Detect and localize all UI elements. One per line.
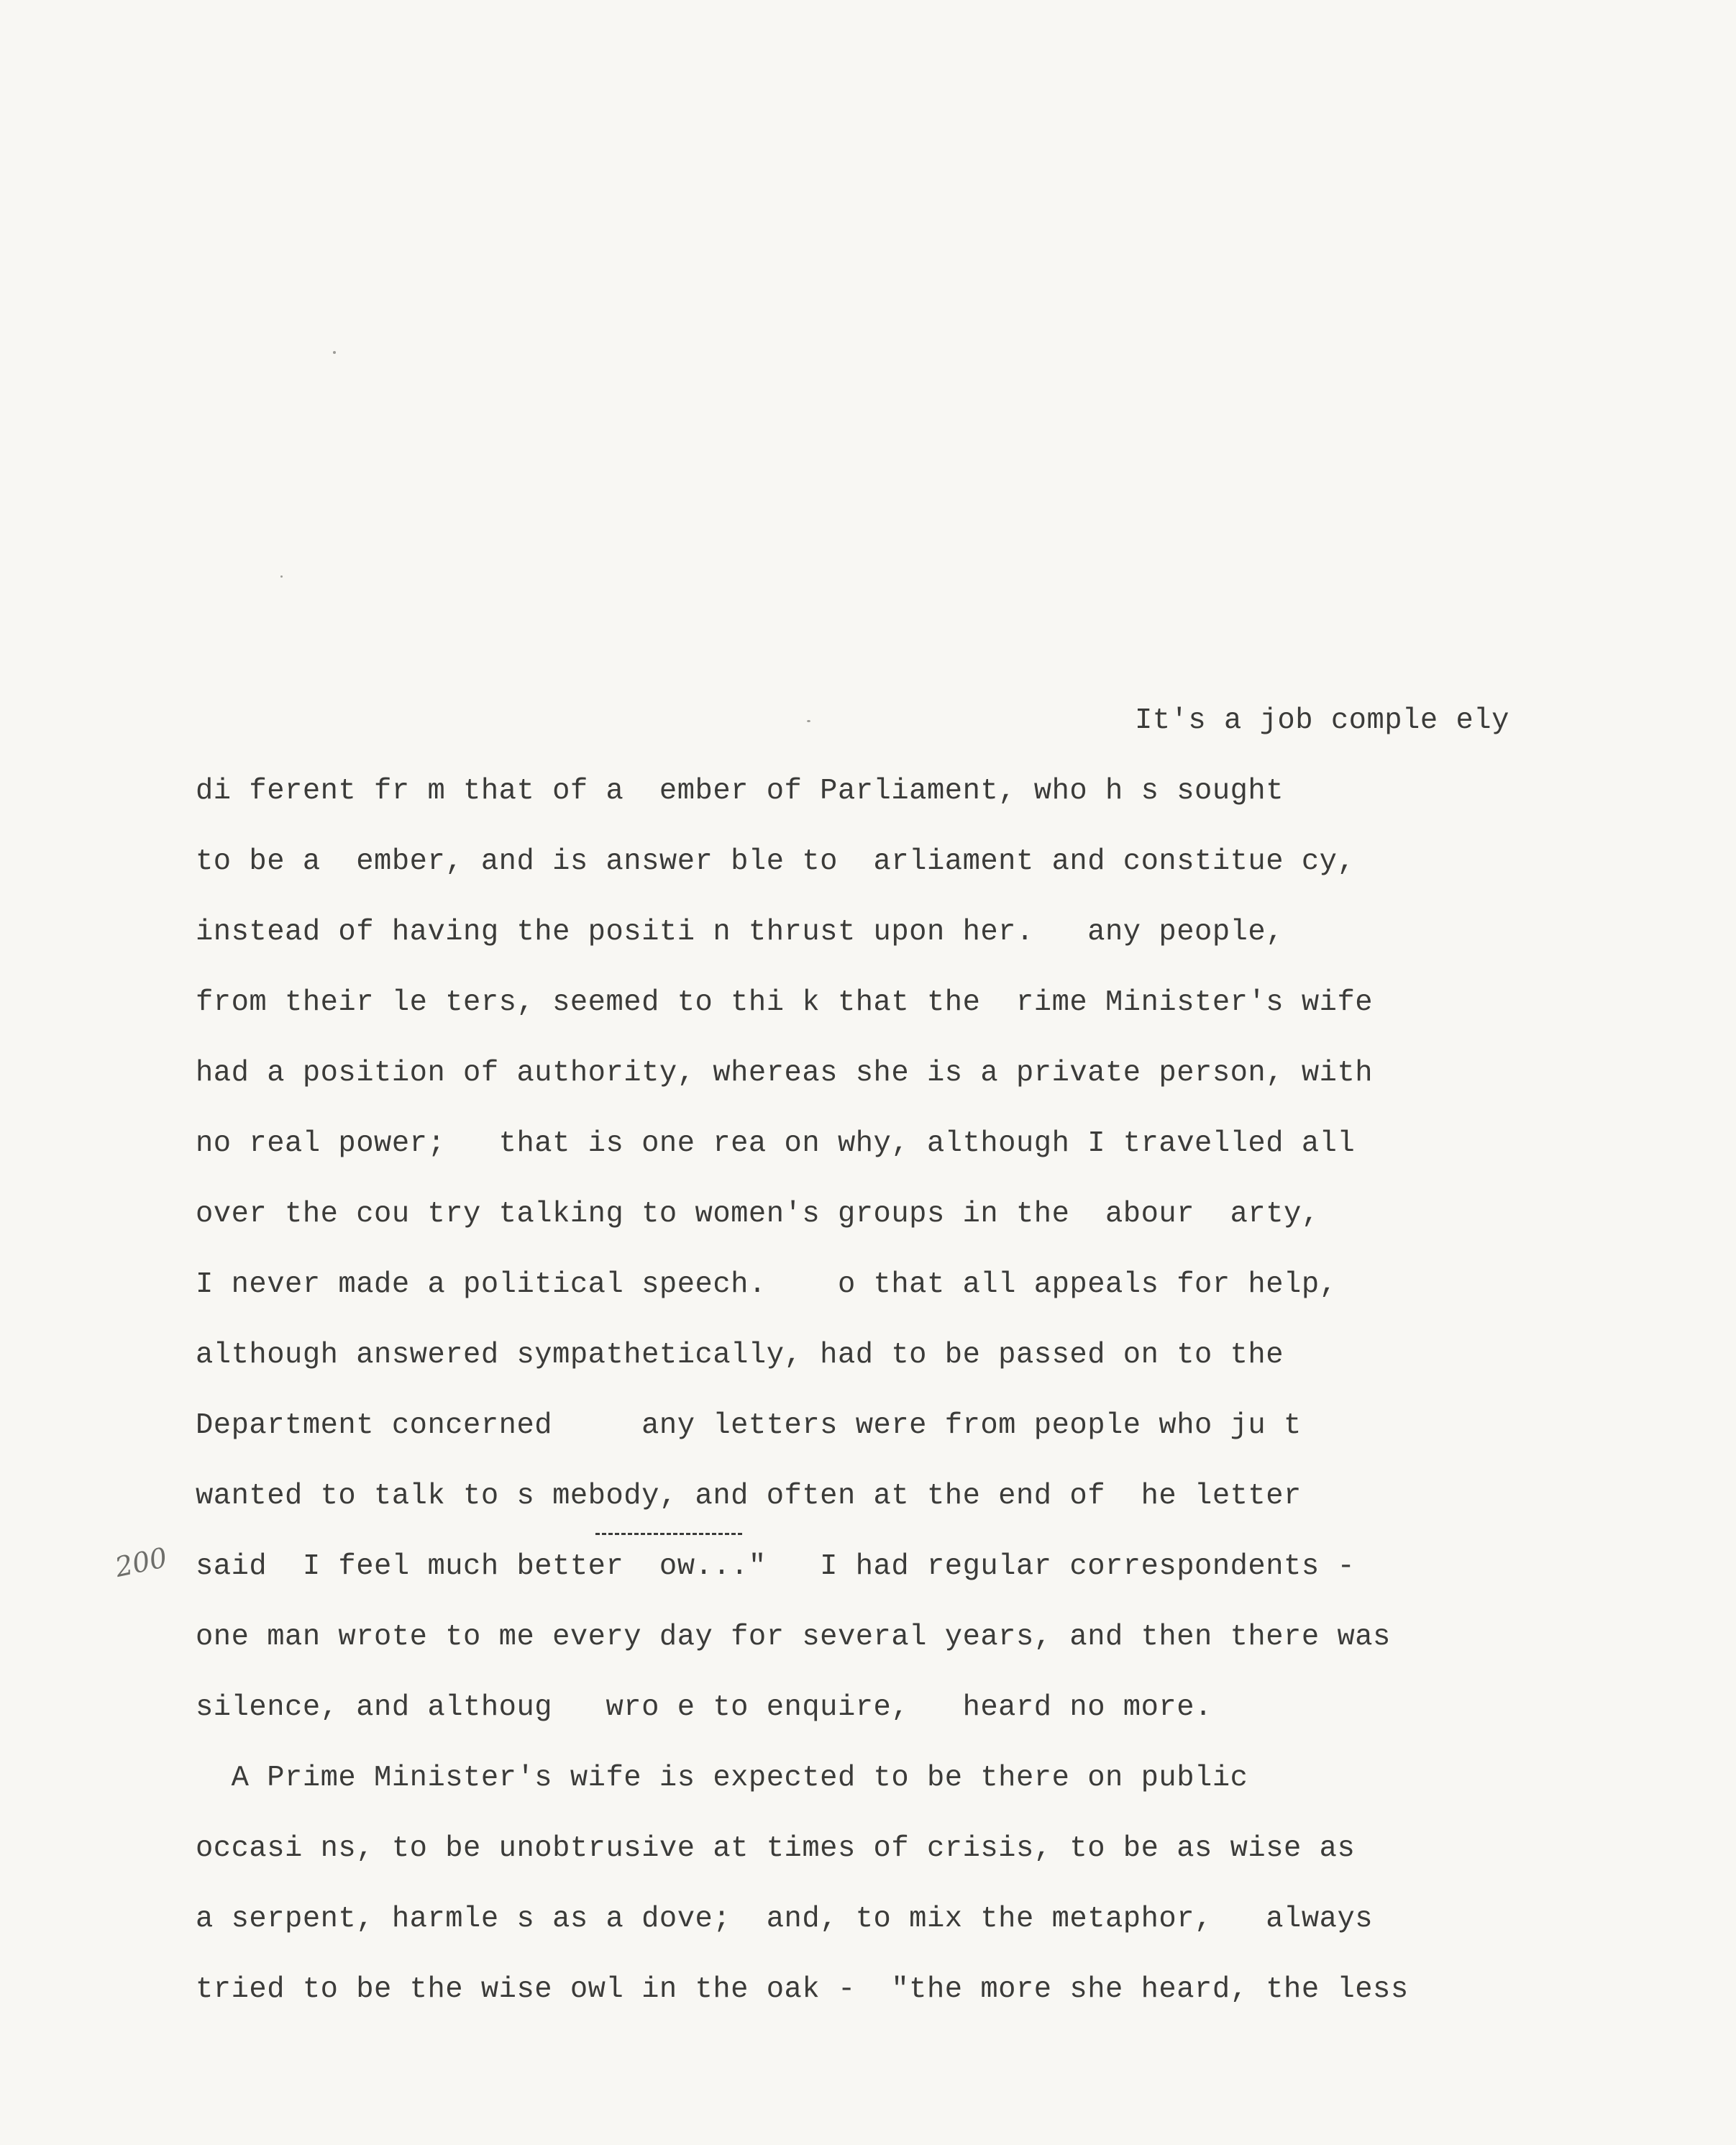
text-line: from their le ters, seemed to thi k that the rime Minister's wife <box>196 986 1374 1019</box>
text-line: one man wrote to me every day for several years, and then there was <box>196 1621 1391 1654</box>
paper-speck <box>807 720 810 722</box>
text-line: It's a job comple ely <box>1135 704 1509 737</box>
paper-speck <box>280 575 283 578</box>
handwritten-margin-note: 200 <box>112 1541 170 1584</box>
text-line: I never made a political speech. o that all appeals for help, <box>196 1268 1338 1301</box>
text-line: had a position of authority, whereas she is a private person, with <box>196 1057 1374 1090</box>
text-line: tried to be the wise owl in the oak - "the more she heard, the less <box>196 1973 1409 2006</box>
text-line: instead of having the positi n thrust upon her. any people, <box>196 916 1284 949</box>
text-line: A Prime Minister's wife is expected to be there on public <box>196 1762 1248 1795</box>
text-line: occasi ns, to be unobtrusive at times of crisis, to be as wise as <box>196 1832 1356 1865</box>
typed-underline <box>595 1533 742 1535</box>
text-line: over the cou try talking to women's groups in the abour arty, <box>196 1198 1320 1231</box>
text-line: silence, and althoug wro e to enquire, heard no more. <box>196 1691 1212 1724</box>
text-line: said I feel much better ow..." I had regular correspondents - <box>196 1550 1356 1583</box>
paper-speck <box>333 351 336 354</box>
text-line: to be a ember, and is answer ble to arliament and constitue cy, <box>196 845 1356 878</box>
text-line: although answered sympathetically, had to be passed on to the <box>196 1339 1284 1372</box>
text-line: a serpent, harmle s as a dove; and, to mix the metaphor, always <box>196 1903 1374 1936</box>
text-line: wanted to talk to s mebody, and often at the end of he letter <box>196 1480 1302 1513</box>
text-line: di ferent fr m that of a ember of Parliament, who h s sought <box>196 775 1284 808</box>
text-line: Department concerned any letters were from people who ju t <box>196 1409 1302 1442</box>
text-line: no real power; that is one rea on why, although I travelled all <box>196 1127 1356 1160</box>
